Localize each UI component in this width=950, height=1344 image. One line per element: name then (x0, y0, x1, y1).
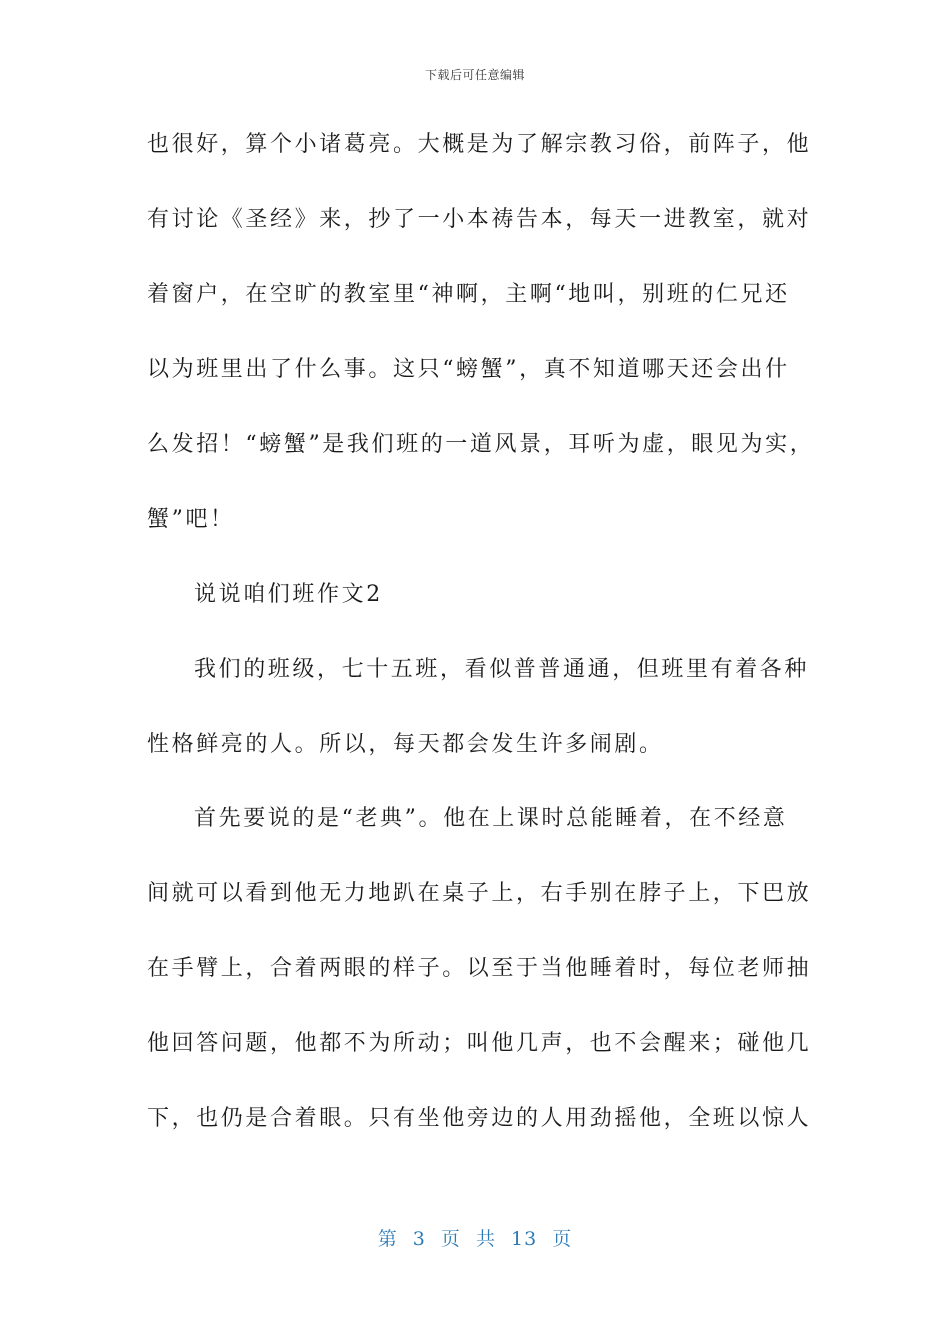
section-heading: 说说咱们班作文2 (194, 582, 383, 607)
text-line: 首先要说的是“老典”。他在上课时总能睡着，在不经意 (194, 806, 788, 831)
text-line: 下，也仍是合着眼。只有坐他旁边的人用劲摇他，全班以惊人 (147, 1106, 812, 1131)
text-line: 他回答问题，他都不为所动；叫他几声，也不会醒来；碰他几 (147, 1031, 812, 1056)
text-line: 性格鲜亮的人。所以，每天都会发生许多闹剧。 (147, 732, 664, 757)
page-header: 下载后可任意编辑 (424, 68, 525, 82)
text-line: 以为班里出了什么事。这只“螃蟹”，真不知道哪天还会出什 (147, 357, 790, 382)
page-number: 第 3 页 共 13 页 (377, 1228, 573, 1250)
text-line: 间就可以看到他无力地趴在桌子上，右手别在脖子上，下巴放 (147, 881, 812, 906)
text-line: 有讨论《圣经》来，抄了一小本祷告本，每天一进教室，就对 (147, 207, 812, 232)
text-line: 我们的班级，七十五班，看似普普通通，但班里有着各种 (194, 657, 810, 682)
text-line: 着窗户，在空旷的教室里“神啊，主啊“地叫，别班的仁兄还 (147, 282, 790, 307)
text-line: 蟹”吧！ (147, 507, 235, 532)
text-line: 么发招！“螃蟹”是我们班的一道风景，耳听为虚，眼见为实， (147, 432, 815, 457)
text-line: 也很好，算个小诸葛亮。大概是为了解宗教习俗，前阵子，他 (147, 132, 812, 157)
text-line: 在手臂上，合着两眼的样子。以至于当他睡着时，每位老师抽 (147, 956, 812, 981)
